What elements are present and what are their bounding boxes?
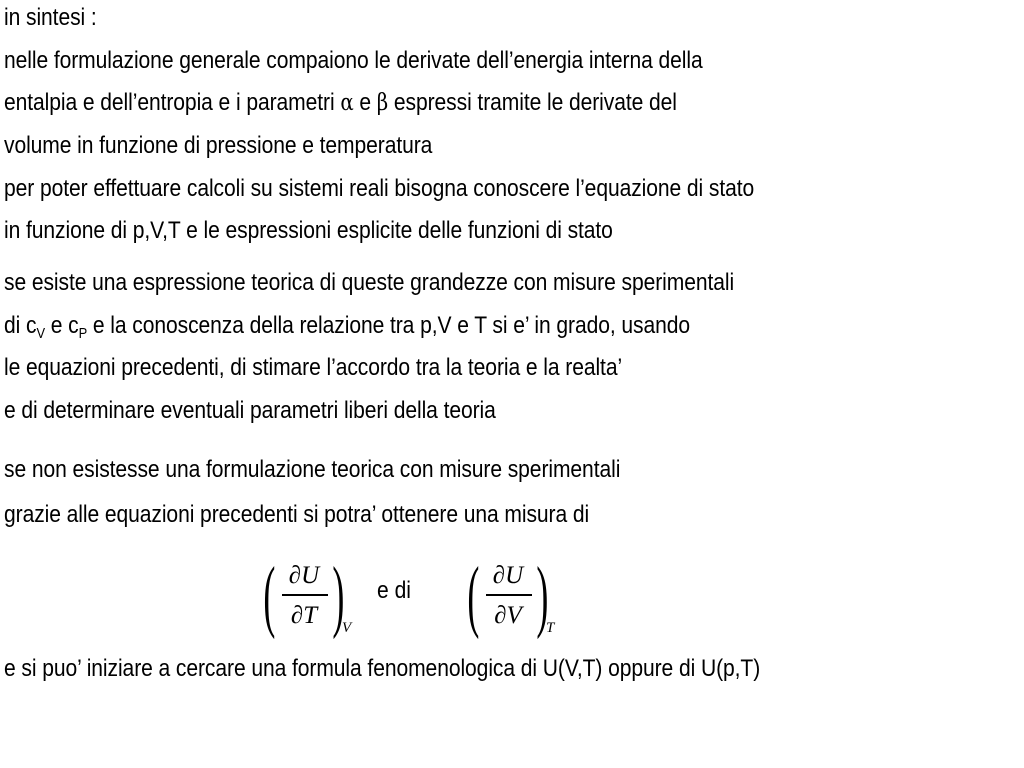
fraction-bar (486, 594, 532, 596)
text-line-9: le equazioni precedenti, di stimare l’accordo tra la teoria e la realta’ (4, 354, 623, 381)
partial-derivative-u-t (262, 552, 362, 640)
subscript-constant-t: T (546, 620, 555, 636)
text-line-6: in funzione di p,V,T e le espressioni esplicite delle funzioni di stato (4, 217, 613, 244)
text-line-3 (4, 88, 677, 118)
fraction-numerator: ∂U (492, 562, 524, 589)
fraction-denominator: ∂T (290, 602, 318, 629)
open-paren: ( (263, 552, 276, 640)
formula-connector-text: e di (377, 577, 411, 604)
open-paren: ( (467, 552, 480, 640)
text-line-3-part-c: espressi tramite le derivate del (388, 89, 677, 116)
close-paren: ) (332, 552, 345, 640)
partial-derivative-u-v (466, 552, 566, 640)
text-line-8-part-b: e c (44, 312, 79, 339)
text-line-3-part-a: entalpia e dell’entropia e i parametri (4, 89, 341, 116)
text-line-2: nelle formulazione generale compaiono le derivate dell’energia interna della (4, 47, 703, 74)
fraction-numerator: ∂U (288, 562, 320, 589)
alpha-symbol: α (340, 90, 354, 116)
text-line-10: e di determinare eventuali parametri liberi della teoria (4, 397, 496, 424)
text-line-5: per poter effettuare calcoli su sistemi reali bisogna conoscere l’equazione di stato (4, 175, 755, 202)
fraction-denominator: ∂V (494, 602, 522, 629)
text-line-4: volume in funzione di pressione e temperatura (4, 132, 433, 159)
fraction-bar (282, 594, 328, 596)
beta-symbol: β (376, 90, 389, 116)
cp-subscript: P (78, 325, 88, 342)
text-line-11: se non esistesse una formulazione teorica con misure sperimentali (4, 456, 621, 483)
text-line-13: e si puo’ iniziare a cercare una formula fenomenologica di U(V,T) oppure di U(p,T) (4, 655, 761, 682)
text-line-summary-heading: in sintesi : (4, 4, 97, 31)
text-line-8-part-c: e la conoscenza della relazione tra p,V e T si e’ in grado, usando (87, 312, 691, 339)
cv-subscript: V (36, 325, 45, 342)
text-line-8-part-a: di c (4, 312, 37, 339)
text-line-3-part-b: e (353, 89, 377, 116)
text-line-12: grazie alle equazioni precedenti si potra’ ottenere una misura di (4, 501, 590, 528)
close-paren: ) (536, 552, 549, 640)
text-line-7: se esiste una espressione teorica di queste grandezze con misure sperimentali (4, 269, 735, 296)
text-line-8 (4, 311, 690, 341)
subscript-constant-v: V (342, 620, 352, 636)
